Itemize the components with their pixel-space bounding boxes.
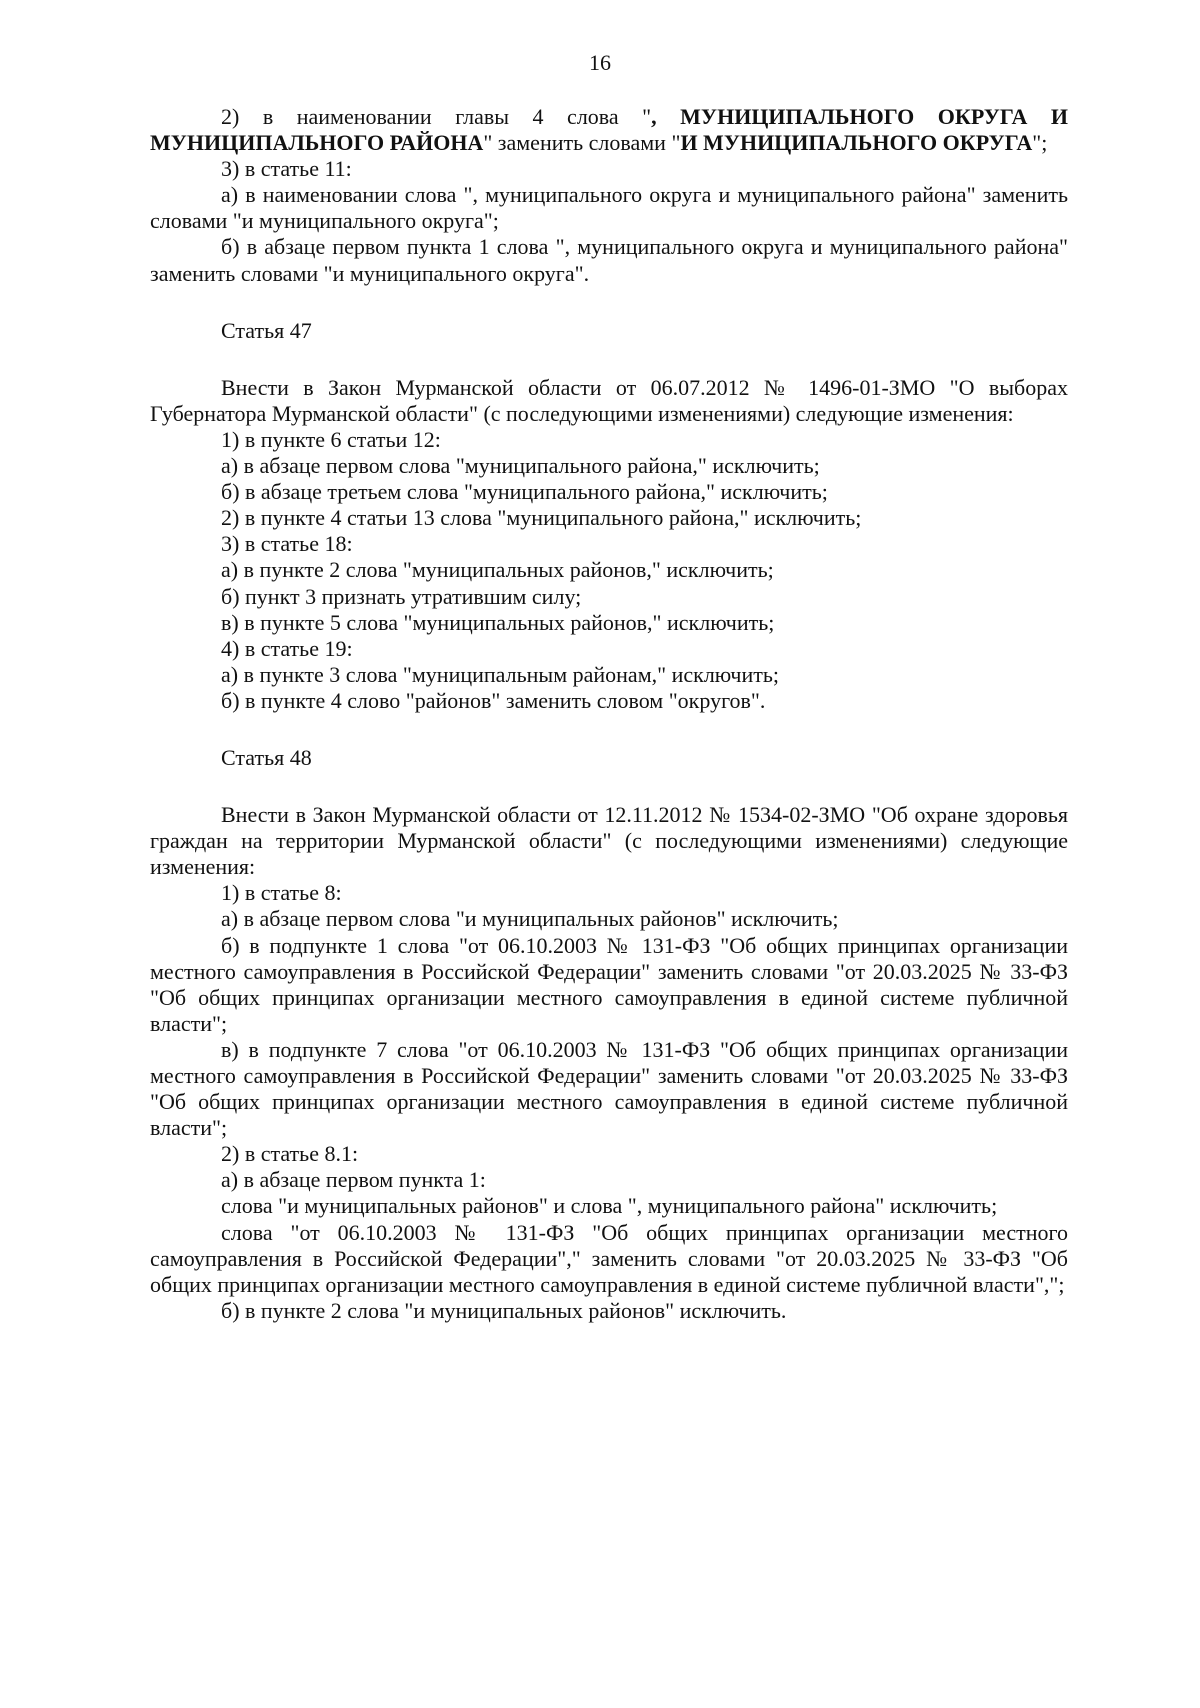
paragraph: 3) в статье 11: xyxy=(221,156,352,182)
paragraph: 2) в статье 8.1: xyxy=(221,1141,359,1167)
paragraph-chapter4-rename xyxy=(150,104,1068,156)
bold-fragment: И МУНИЦИПАЛЬНОГО ОКРУГА xyxy=(680,130,1033,156)
paragraph: а) в абзаце первом слова "муниципального района," исключить; xyxy=(221,453,820,479)
paragraph: 4) в статье 19: xyxy=(221,635,353,661)
paragraph: слова "и муниципальных районов" и слова ", муниципального района" исключить; xyxy=(221,1193,998,1219)
paragraph: Внести в Закон Мурманской области от 12.11.2012 № 1534-02-ЗМО "Об охране здоровья граждан на территории Мурманской области" (с последующими изменениями) следующие изменения: xyxy=(150,802,1068,880)
paragraph: б) в пункте 4 слово "районов" заменить словом "округов". xyxy=(221,687,766,713)
page-number: 16 xyxy=(589,50,611,75)
text-fragment: 2) в наименовании главы 4 слова " xyxy=(221,104,652,129)
paragraph: Внести в Закон Мурманской области от 06.07.2012 № 1496-01-ЗМО "О выборах Губернатора Мурманской области" (с последующими изменениями) следующие изменения: xyxy=(150,374,1068,426)
text-fragment: "; xyxy=(1032,130,1048,156)
paragraph: 2) в пункте 4 статьи 13 слова "муниципального района," исключить; xyxy=(221,505,862,531)
paragraph: а) в абзаце первом пункта 1: xyxy=(221,1167,486,1193)
paragraph: а) в наименовании слова ", муниципального округа и муниципального района" заменить словами "и муниципального округа"; xyxy=(150,182,1068,234)
paragraph: б) в пункте 2 слова "и муниципальных районов" исключить. xyxy=(221,1297,787,1323)
bold-fragment: , МУНИЦИПАЛЬНОГО ОКРУГА И МУНИЦИПАЛЬНОГО РАЙОНА xyxy=(150,104,1068,156)
paragraph: а) в пункте 3 слова "муниципальным районам," исключить; xyxy=(221,661,780,687)
paragraph: 1) в пункте 6 статьи 12: xyxy=(221,426,441,452)
paragraph: б) в абзаце третьем слова "муниципального района," исключить; xyxy=(221,479,828,505)
text-fragment: " заменить словами " xyxy=(483,130,681,156)
paragraph: в) в пункте 5 слова "муниципальных районов," исключить; xyxy=(221,609,775,635)
paragraph: б) пункт 3 признать утратившим силу; xyxy=(221,583,582,609)
paragraph: в) в подпункте 7 слова "от 06.10.2003 № 131-ФЗ "Об общих принципах организации местного самоуправления в Российской Федерации" заменить словами "от 20.03.2025 № 33-ФЗ "Об общих принципах организации местного самоуправления в единой системе публичной власти"; xyxy=(150,1036,1068,1141)
paragraph: а) в пункте 2 слова "муниципальных районов," исключить; xyxy=(221,557,774,583)
paragraph: 1) в статье 8: xyxy=(221,880,342,906)
paragraph: слова "от 06.10.2003 № 131-ФЗ "Об общих принципах организации местного самоуправления в Российской Федерации"," заменить словами "от 20.03.2025 № 33-ФЗ "Об общих принципах организации местного самоуправления в единой системе публичной власти","; xyxy=(150,1219,1068,1297)
document-body xyxy=(150,104,1068,1324)
paragraph: б) в абзаце первом пункта 1 слова ", муниципального округа и муниципального района" заменить словами "и муниципального округа". xyxy=(150,234,1068,286)
paragraph: а) в абзаце первом слова "и муниципальных районов" исключить; xyxy=(221,906,839,932)
article-47-heading: Статья 47 xyxy=(221,317,312,343)
article-48-heading: Статья 48 xyxy=(221,744,312,770)
paragraph: б) в подпункте 1 слова "от 06.10.2003 № 131-ФЗ "Об общих принципах организации местного самоуправления в Российской Федерации" заменить словами "от 20.03.2025 № 33-ФЗ "Об общих принципах организации местного самоуправления в единой системе публичной власти"; xyxy=(150,932,1068,1036)
paragraph: 3) в статье 18: xyxy=(221,531,353,557)
